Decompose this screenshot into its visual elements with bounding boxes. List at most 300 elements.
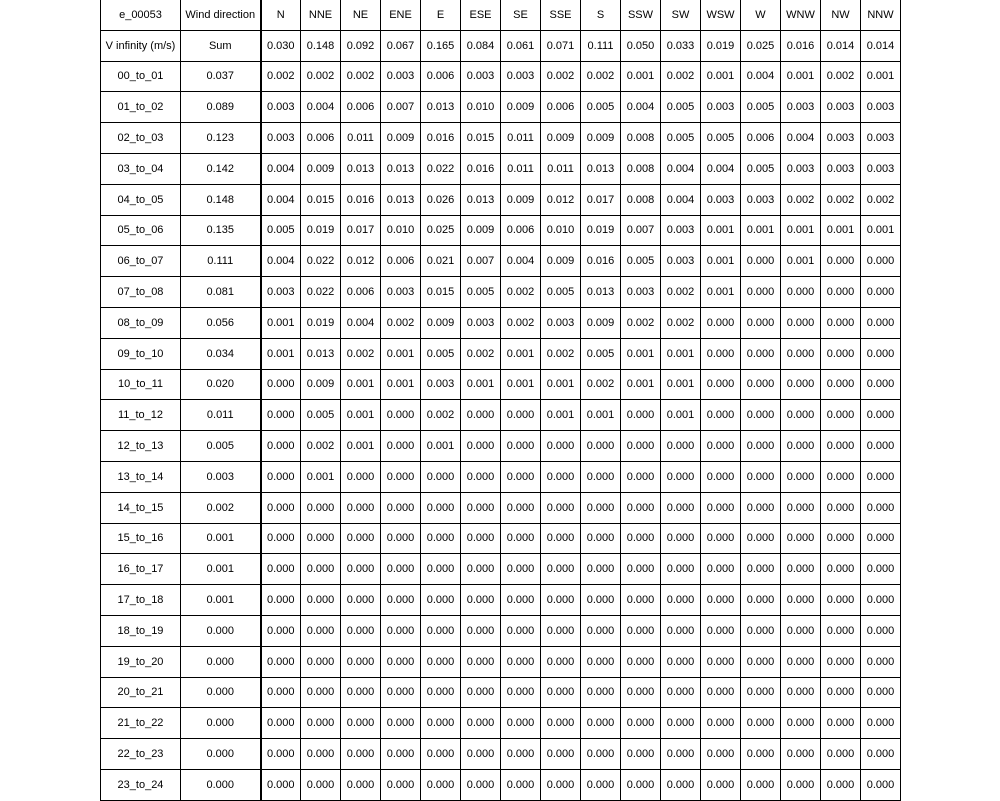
value-cell-e: 0.000 bbox=[421, 769, 461, 800]
speed-bin-label: 17_to_18 bbox=[101, 585, 181, 616]
header-row bbox=[101, 0, 901, 30]
value-cell-n: 0.003 bbox=[261, 92, 301, 123]
speed-bin-sum: 0.000 bbox=[181, 769, 261, 800]
value-cell-wnw: 0.000 bbox=[781, 708, 821, 739]
value-cell-sse: 0.010 bbox=[541, 215, 581, 246]
value-cell-nne: 0.000 bbox=[301, 523, 341, 554]
value-cell-w: 0.000 bbox=[741, 708, 781, 739]
value-cell-w: 0.000 bbox=[741, 400, 781, 431]
speed-bin-label: 11_to_12 bbox=[101, 400, 181, 431]
speed-bin-sum: 0.037 bbox=[181, 61, 261, 92]
direction-sum-nne: 0.148 bbox=[301, 30, 341, 61]
value-cell-nne: 0.015 bbox=[301, 184, 341, 215]
table-row bbox=[101, 123, 901, 154]
speed-bin-label: 20_to_21 bbox=[101, 677, 181, 708]
value-cell-sw: 0.000 bbox=[661, 492, 701, 523]
value-cell-sse: 0.009 bbox=[541, 246, 581, 277]
value-cell-w: 0.000 bbox=[741, 523, 781, 554]
direction-header-s: S bbox=[581, 0, 621, 30]
value-cell-ssw: 0.000 bbox=[621, 769, 661, 800]
direction-header-nne: NNE bbox=[301, 0, 341, 30]
speed-bin-label: 18_to_19 bbox=[101, 615, 181, 646]
value-cell-se: 0.001 bbox=[501, 369, 541, 400]
value-cell-sw: 0.000 bbox=[661, 461, 701, 492]
value-cell-n: 0.004 bbox=[261, 184, 301, 215]
value-cell-ese: 0.010 bbox=[461, 92, 501, 123]
direction-header-e: E bbox=[421, 0, 461, 30]
value-cell-ene: 0.000 bbox=[381, 431, 421, 462]
value-cell-wsw: 0.000 bbox=[701, 554, 741, 585]
direction-sum-e: 0.165 bbox=[421, 30, 461, 61]
table-row bbox=[101, 585, 901, 616]
direction-header-ne: NE bbox=[341, 0, 381, 30]
value-cell-w: 0.001 bbox=[741, 215, 781, 246]
value-cell-s: 0.013 bbox=[581, 277, 621, 308]
value-cell-nw: 0.000 bbox=[821, 769, 861, 800]
value-cell-e: 0.026 bbox=[421, 184, 461, 215]
speed-bin-label: 14_to_15 bbox=[101, 492, 181, 523]
direction-sum-wsw: 0.019 bbox=[701, 30, 741, 61]
value-cell-sw: 0.000 bbox=[661, 585, 701, 616]
value-cell-ssw: 0.000 bbox=[621, 554, 661, 585]
value-cell-nnw: 0.003 bbox=[861, 92, 901, 123]
value-cell-ene: 0.000 bbox=[381, 400, 421, 431]
value-cell-nne: 0.001 bbox=[301, 461, 341, 492]
value-cell-ese: 0.000 bbox=[461, 615, 501, 646]
table-row bbox=[101, 215, 901, 246]
speed-bin-sum: 0.123 bbox=[181, 123, 261, 154]
value-cell-wnw: 0.001 bbox=[781, 246, 821, 277]
value-cell-e: 0.016 bbox=[421, 123, 461, 154]
value-cell-sw: 0.004 bbox=[661, 153, 701, 184]
speed-bin-label: 05_to_06 bbox=[101, 215, 181, 246]
direction-header-nnw: NNW bbox=[861, 0, 901, 30]
table-row bbox=[101, 554, 901, 585]
value-cell-wnw: 0.000 bbox=[781, 307, 821, 338]
value-cell-sw: 0.002 bbox=[661, 277, 701, 308]
value-cell-sse: 0.000 bbox=[541, 585, 581, 616]
value-cell-wnw: 0.000 bbox=[781, 677, 821, 708]
speed-bin-sum: 0.081 bbox=[181, 277, 261, 308]
value-cell-nnw: 0.000 bbox=[861, 461, 901, 492]
value-cell-nnw: 0.000 bbox=[861, 246, 901, 277]
value-cell-ssw: 0.004 bbox=[621, 92, 661, 123]
value-cell-wsw: 0.000 bbox=[701, 646, 741, 677]
value-cell-nne: 0.002 bbox=[301, 431, 341, 462]
value-cell-ese: 0.002 bbox=[461, 338, 501, 369]
value-cell-e: 0.000 bbox=[421, 677, 461, 708]
value-cell-ene: 0.001 bbox=[381, 338, 421, 369]
table-row bbox=[101, 400, 901, 431]
table-row bbox=[101, 677, 901, 708]
value-cell-sse: 0.006 bbox=[541, 92, 581, 123]
value-cell-se: 0.000 bbox=[501, 708, 541, 739]
value-cell-ene: 0.002 bbox=[381, 307, 421, 338]
value-cell-w: 0.000 bbox=[741, 646, 781, 677]
value-cell-nw: 0.000 bbox=[821, 615, 861, 646]
direction-header-ese: ESE bbox=[461, 0, 501, 30]
value-cell-sw: 0.000 bbox=[661, 739, 701, 770]
value-cell-wsw: 0.000 bbox=[701, 523, 741, 554]
value-cell-nnw: 0.000 bbox=[861, 615, 901, 646]
value-cell-n: 0.000 bbox=[261, 431, 301, 462]
value-cell-s: 0.016 bbox=[581, 246, 621, 277]
value-cell-n: 0.001 bbox=[261, 338, 301, 369]
value-cell-ene: 0.013 bbox=[381, 153, 421, 184]
value-cell-nne: 0.002 bbox=[301, 61, 341, 92]
value-cell-ne: 0.013 bbox=[341, 153, 381, 184]
value-cell-ese: 0.000 bbox=[461, 492, 501, 523]
value-cell-nnw: 0.001 bbox=[861, 61, 901, 92]
value-cell-nw: 0.000 bbox=[821, 708, 861, 739]
value-cell-ne: 0.000 bbox=[341, 523, 381, 554]
value-cell-ene: 0.000 bbox=[381, 523, 421, 554]
direction-sum-ssw: 0.050 bbox=[621, 30, 661, 61]
value-cell-wsw: 0.001 bbox=[701, 215, 741, 246]
value-cell-sw: 0.005 bbox=[661, 123, 701, 154]
value-cell-ene: 0.000 bbox=[381, 461, 421, 492]
value-cell-sw: 0.001 bbox=[661, 400, 701, 431]
value-cell-nne: 0.019 bbox=[301, 307, 341, 338]
value-cell-nnw: 0.000 bbox=[861, 708, 901, 739]
value-cell-e: 0.001 bbox=[421, 431, 461, 462]
speed-bin-label: 22_to_23 bbox=[101, 739, 181, 770]
value-cell-sw: 0.001 bbox=[661, 369, 701, 400]
value-cell-sse: 0.000 bbox=[541, 769, 581, 800]
direction-sum-ene: 0.067 bbox=[381, 30, 421, 61]
value-cell-nw: 0.003 bbox=[821, 123, 861, 154]
table-row bbox=[101, 646, 901, 677]
value-cell-ese: 0.015 bbox=[461, 123, 501, 154]
value-cell-nw: 0.000 bbox=[821, 554, 861, 585]
value-cell-se: 0.002 bbox=[501, 307, 541, 338]
speed-bin-sum: 0.148 bbox=[181, 184, 261, 215]
value-cell-wsw: 0.000 bbox=[701, 677, 741, 708]
value-cell-nnw: 0.003 bbox=[861, 153, 901, 184]
value-cell-sse: 0.003 bbox=[541, 307, 581, 338]
value-cell-w: 0.000 bbox=[741, 369, 781, 400]
value-cell-n: 0.000 bbox=[261, 615, 301, 646]
value-cell-ne: 0.000 bbox=[341, 708, 381, 739]
value-cell-se: 0.009 bbox=[501, 184, 541, 215]
value-cell-nne: 0.000 bbox=[301, 677, 341, 708]
value-cell-ene: 0.003 bbox=[381, 277, 421, 308]
value-cell-e: 0.005 bbox=[421, 338, 461, 369]
direction-header-ssw: SSW bbox=[621, 0, 661, 30]
value-cell-sw: 0.005 bbox=[661, 92, 701, 123]
speed-bin-sum: 0.135 bbox=[181, 215, 261, 246]
value-cell-n: 0.000 bbox=[261, 461, 301, 492]
value-cell-nnw: 0.003 bbox=[861, 123, 901, 154]
speed-bin-label: 10_to_11 bbox=[101, 369, 181, 400]
value-cell-nne: 0.006 bbox=[301, 123, 341, 154]
value-cell-ese: 0.000 bbox=[461, 769, 501, 800]
value-cell-w: 0.005 bbox=[741, 153, 781, 184]
value-cell-s: 0.000 bbox=[581, 615, 621, 646]
value-cell-s: 0.005 bbox=[581, 92, 621, 123]
value-cell-e: 0.002 bbox=[421, 400, 461, 431]
speed-bin-sum: 0.000 bbox=[181, 677, 261, 708]
table-row bbox=[101, 153, 901, 184]
value-cell-w: 0.000 bbox=[741, 431, 781, 462]
value-cell-nw: 0.000 bbox=[821, 369, 861, 400]
value-cell-ssw: 0.001 bbox=[621, 61, 661, 92]
value-cell-ssw: 0.008 bbox=[621, 184, 661, 215]
value-cell-nnw: 0.000 bbox=[861, 523, 901, 554]
value-cell-nw: 0.001 bbox=[821, 215, 861, 246]
value-cell-wnw: 0.003 bbox=[781, 153, 821, 184]
direction-sum-nw: 0.014 bbox=[821, 30, 861, 61]
value-cell-wsw: 0.005 bbox=[701, 123, 741, 154]
speed-bin-label: 12_to_13 bbox=[101, 431, 181, 462]
value-cell-ssw: 0.001 bbox=[621, 338, 661, 369]
value-cell-nnw: 0.002 bbox=[861, 184, 901, 215]
value-cell-wsw: 0.000 bbox=[701, 585, 741, 616]
value-cell-wnw: 0.000 bbox=[781, 369, 821, 400]
value-cell-ne: 0.006 bbox=[341, 277, 381, 308]
value-cell-e: 0.013 bbox=[421, 92, 461, 123]
speed-bin-sum: 0.000 bbox=[181, 646, 261, 677]
value-cell-nw: 0.003 bbox=[821, 92, 861, 123]
value-cell-sw: 0.000 bbox=[661, 615, 701, 646]
value-cell-sse: 0.000 bbox=[541, 615, 581, 646]
sum-row bbox=[101, 30, 901, 61]
table-row bbox=[101, 92, 901, 123]
value-cell-e: 0.000 bbox=[421, 585, 461, 616]
value-cell-nne: 0.000 bbox=[301, 769, 341, 800]
value-cell-nw: 0.000 bbox=[821, 277, 861, 308]
value-cell-nne: 0.000 bbox=[301, 554, 341, 585]
value-cell-ese: 0.000 bbox=[461, 739, 501, 770]
value-cell-wsw: 0.000 bbox=[701, 492, 741, 523]
speed-bin-sum: 0.142 bbox=[181, 153, 261, 184]
value-cell-se: 0.003 bbox=[501, 61, 541, 92]
speed-bin-sum: 0.089 bbox=[181, 92, 261, 123]
value-cell-sse: 0.000 bbox=[541, 492, 581, 523]
value-cell-ne: 0.000 bbox=[341, 461, 381, 492]
value-cell-nw: 0.002 bbox=[821, 61, 861, 92]
value-cell-sse: 0.005 bbox=[541, 277, 581, 308]
value-cell-ese: 0.000 bbox=[461, 708, 501, 739]
value-cell-sw: 0.000 bbox=[661, 523, 701, 554]
value-cell-s: 0.000 bbox=[581, 523, 621, 554]
value-cell-n: 0.004 bbox=[261, 153, 301, 184]
value-cell-nne: 0.005 bbox=[301, 400, 341, 431]
value-cell-ese: 0.000 bbox=[461, 431, 501, 462]
value-cell-nnw: 0.000 bbox=[861, 739, 901, 770]
speed-bin-label: 03_to_04 bbox=[101, 153, 181, 184]
value-cell-se: 0.000 bbox=[501, 523, 541, 554]
value-cell-sse: 0.000 bbox=[541, 554, 581, 585]
table-row bbox=[101, 523, 901, 554]
value-cell-e: 0.006 bbox=[421, 61, 461, 92]
value-cell-sse: 0.011 bbox=[541, 153, 581, 184]
value-cell-ne: 0.001 bbox=[341, 369, 381, 400]
value-cell-ene: 0.003 bbox=[381, 61, 421, 92]
value-cell-ese: 0.000 bbox=[461, 523, 501, 554]
sum-row-label: V infinity (m/s) bbox=[101, 30, 181, 61]
value-cell-ssw: 0.008 bbox=[621, 123, 661, 154]
value-cell-e: 0.003 bbox=[421, 369, 461, 400]
value-cell-wsw: 0.000 bbox=[701, 708, 741, 739]
value-cell-sw: 0.000 bbox=[661, 554, 701, 585]
value-cell-sse: 0.000 bbox=[541, 708, 581, 739]
value-cell-ene: 0.000 bbox=[381, 739, 421, 770]
value-cell-nw: 0.000 bbox=[821, 492, 861, 523]
speed-bin-label: 06_to_07 bbox=[101, 246, 181, 277]
speed-bin-sum: 0.056 bbox=[181, 307, 261, 338]
value-cell-w: 0.000 bbox=[741, 277, 781, 308]
value-cell-ne: 0.000 bbox=[341, 615, 381, 646]
value-cell-ese: 0.000 bbox=[461, 677, 501, 708]
value-cell-se: 0.000 bbox=[501, 615, 541, 646]
value-cell-sse: 0.000 bbox=[541, 646, 581, 677]
direction-header-ene: ENE bbox=[381, 0, 421, 30]
direction-header-wnw: WNW bbox=[781, 0, 821, 30]
value-cell-wsw: 0.000 bbox=[701, 307, 741, 338]
value-cell-ene: 0.013 bbox=[381, 184, 421, 215]
value-cell-n: 0.005 bbox=[261, 215, 301, 246]
value-cell-nne: 0.000 bbox=[301, 646, 341, 677]
table-row bbox=[101, 431, 901, 462]
value-cell-se: 0.000 bbox=[501, 400, 541, 431]
speed-bin-sum: 0.003 bbox=[181, 461, 261, 492]
value-cell-ene: 0.000 bbox=[381, 769, 421, 800]
value-cell-wnw: 0.000 bbox=[781, 585, 821, 616]
value-cell-wsw: 0.003 bbox=[701, 184, 741, 215]
value-cell-nne: 0.000 bbox=[301, 492, 341, 523]
value-cell-nnw: 0.000 bbox=[861, 769, 901, 800]
value-cell-sse: 0.002 bbox=[541, 338, 581, 369]
value-cell-ene: 0.000 bbox=[381, 492, 421, 523]
value-cell-nw: 0.000 bbox=[821, 246, 861, 277]
value-cell-w: 0.000 bbox=[741, 246, 781, 277]
value-cell-ese: 0.005 bbox=[461, 277, 501, 308]
value-cell-ene: 0.000 bbox=[381, 708, 421, 739]
value-cell-e: 0.000 bbox=[421, 739, 461, 770]
value-cell-nne: 0.022 bbox=[301, 277, 341, 308]
value-cell-n: 0.003 bbox=[261, 277, 301, 308]
value-cell-ne: 0.006 bbox=[341, 92, 381, 123]
value-cell-nne: 0.009 bbox=[301, 369, 341, 400]
value-cell-ssw: 0.000 bbox=[621, 677, 661, 708]
value-cell-se: 0.004 bbox=[501, 246, 541, 277]
table-body bbox=[101, 0, 901, 800]
value-cell-e: 0.000 bbox=[421, 554, 461, 585]
value-cell-nne: 0.009 bbox=[301, 153, 341, 184]
value-cell-sw: 0.000 bbox=[661, 769, 701, 800]
value-cell-se: 0.000 bbox=[501, 769, 541, 800]
value-cell-wnw: 0.004 bbox=[781, 123, 821, 154]
direction-sum-ne: 0.092 bbox=[341, 30, 381, 61]
speed-bin-sum: 0.000 bbox=[181, 615, 261, 646]
value-cell-e: 0.022 bbox=[421, 153, 461, 184]
value-cell-ese: 0.003 bbox=[461, 307, 501, 338]
value-cell-sw: 0.000 bbox=[661, 708, 701, 739]
value-cell-ene: 0.000 bbox=[381, 554, 421, 585]
value-cell-ssw: 0.000 bbox=[621, 523, 661, 554]
value-cell-se: 0.000 bbox=[501, 585, 541, 616]
value-cell-ssw: 0.000 bbox=[621, 585, 661, 616]
value-cell-w: 0.000 bbox=[741, 492, 781, 523]
value-cell-n: 0.000 bbox=[261, 369, 301, 400]
value-cell-e: 0.000 bbox=[421, 615, 461, 646]
speed-bin-sum: 0.001 bbox=[181, 585, 261, 616]
value-cell-sw: 0.002 bbox=[661, 61, 701, 92]
value-cell-sse: 0.001 bbox=[541, 369, 581, 400]
value-cell-ne: 0.000 bbox=[341, 769, 381, 800]
table-row bbox=[101, 739, 901, 770]
speed-bin-label: 07_to_08 bbox=[101, 277, 181, 308]
value-cell-nw: 0.000 bbox=[821, 400, 861, 431]
value-cell-nnw: 0.000 bbox=[861, 585, 901, 616]
direction-sum-ese: 0.084 bbox=[461, 30, 501, 61]
value-cell-ese: 0.000 bbox=[461, 554, 501, 585]
value-cell-ne: 0.004 bbox=[341, 307, 381, 338]
speed-bin-label: 04_to_05 bbox=[101, 184, 181, 215]
value-cell-wnw: 0.001 bbox=[781, 61, 821, 92]
value-cell-ese: 0.000 bbox=[461, 646, 501, 677]
value-cell-sw: 0.000 bbox=[661, 431, 701, 462]
table-row bbox=[101, 184, 901, 215]
value-cell-e: 0.025 bbox=[421, 215, 461, 246]
value-cell-n: 0.000 bbox=[261, 523, 301, 554]
value-cell-sw: 0.000 bbox=[661, 646, 701, 677]
value-cell-nw: 0.000 bbox=[821, 431, 861, 462]
speed-bin-sum: 0.001 bbox=[181, 523, 261, 554]
value-cell-ese: 0.013 bbox=[461, 184, 501, 215]
value-cell-nne: 0.000 bbox=[301, 708, 341, 739]
value-cell-nw: 0.000 bbox=[821, 739, 861, 770]
speed-bin-sum: 0.111 bbox=[181, 246, 261, 277]
value-cell-ene: 0.000 bbox=[381, 646, 421, 677]
value-cell-ene: 0.000 bbox=[381, 677, 421, 708]
value-cell-wsw: 0.000 bbox=[701, 338, 741, 369]
value-cell-w: 0.000 bbox=[741, 554, 781, 585]
value-cell-wsw: 0.001 bbox=[701, 277, 741, 308]
value-cell-wnw: 0.000 bbox=[781, 461, 821, 492]
value-cell-se: 0.000 bbox=[501, 677, 541, 708]
direction-header-wsw: WSW bbox=[701, 0, 741, 30]
value-cell-ne: 0.001 bbox=[341, 431, 381, 462]
value-cell-ene: 0.000 bbox=[381, 585, 421, 616]
value-cell-n: 0.000 bbox=[261, 585, 301, 616]
value-cell-s: 0.000 bbox=[581, 492, 621, 523]
value-cell-se: 0.000 bbox=[501, 554, 541, 585]
value-cell-se: 0.011 bbox=[501, 123, 541, 154]
value-cell-s: 0.000 bbox=[581, 708, 621, 739]
value-cell-nnw: 0.000 bbox=[861, 277, 901, 308]
direction-sum-sse: 0.071 bbox=[541, 30, 581, 61]
value-cell-ese: 0.001 bbox=[461, 369, 501, 400]
direction-sum-w: 0.025 bbox=[741, 30, 781, 61]
value-cell-se: 0.002 bbox=[501, 277, 541, 308]
speed-bin-label: 23_to_24 bbox=[101, 769, 181, 800]
direction-header-w: W bbox=[741, 0, 781, 30]
value-cell-se: 0.000 bbox=[501, 646, 541, 677]
value-cell-ne: 0.016 bbox=[341, 184, 381, 215]
value-cell-nnw: 0.000 bbox=[861, 554, 901, 585]
value-cell-ne: 0.000 bbox=[341, 677, 381, 708]
value-cell-s: 0.009 bbox=[581, 307, 621, 338]
value-cell-nw: 0.000 bbox=[821, 585, 861, 616]
value-cell-wsw: 0.000 bbox=[701, 461, 741, 492]
value-cell-wnw: 0.000 bbox=[781, 492, 821, 523]
value-cell-ese: 0.000 bbox=[461, 400, 501, 431]
direction-sum-nnw: 0.014 bbox=[861, 30, 901, 61]
speed-bin-sum: 0.011 bbox=[181, 400, 261, 431]
value-cell-n: 0.000 bbox=[261, 708, 301, 739]
